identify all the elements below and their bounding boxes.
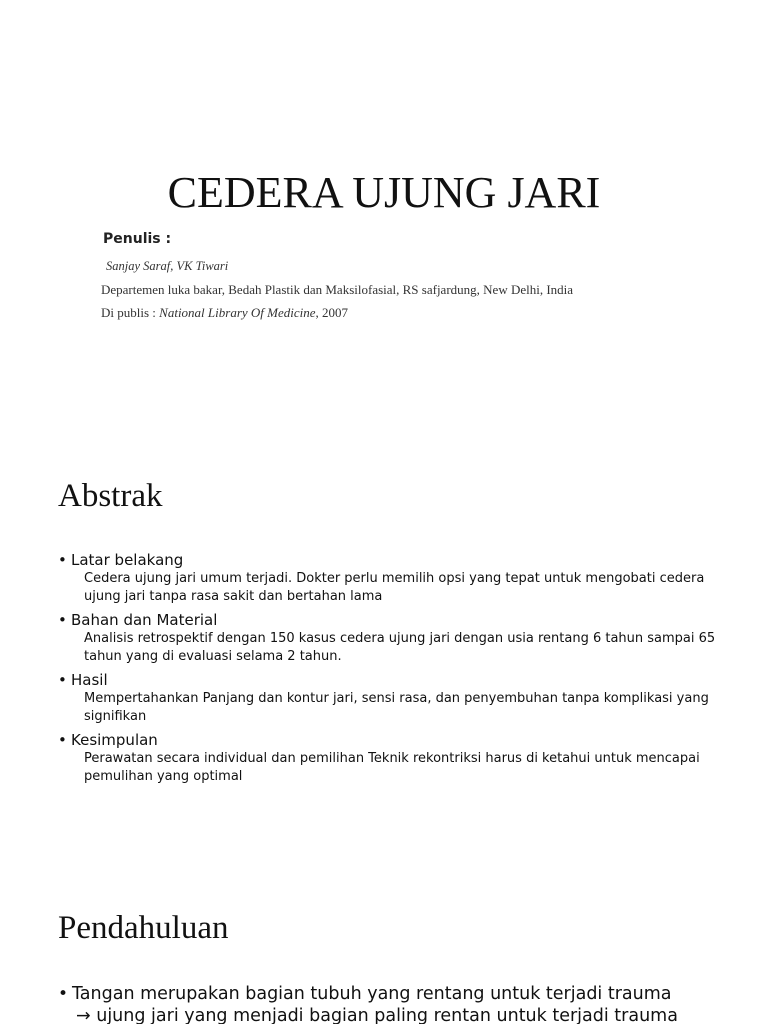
abstract-item-background — [58, 550, 718, 606]
intro-line-1: Tangan merupakan bagian tubuh yang rentang untuk terjadi trauma — [72, 984, 672, 1004]
author-names: Sanjay Saraf, VK Tiwari — [106, 259, 229, 273]
publication-year: , 2007 — [315, 305, 349, 320]
intro-slide — [0, 864, 768, 1024]
published-prefix: Di publis : — [101, 305, 160, 320]
intro-bullet — [58, 983, 718, 1005]
journal-name: National Library Of Medicine — [159, 305, 316, 320]
title-slide — [0, 0, 768, 432]
author-label: Penulis : — [103, 231, 172, 247]
main-title: CEDERA UJUNG JARI — [167, 168, 601, 217]
bullet-icon: • — [58, 671, 67, 689]
author-affiliation: Departemen luka bakar, Bedah Plastik dan Maksilofasial, RS safjardung, New Delhi, India — [101, 282, 574, 297]
abstract-item-body: Mempertahankan Panjang dan kontur jari, sensi rasa, dan penyembuhan tanpa komplikasi yang signifikan — [84, 691, 709, 724]
abstract-item-conclusion — [58, 730, 718, 786]
abstract-item-materials — [58, 610, 718, 666]
abstract-item-body: Analisis retrospektif dengan 150 kasus cedera ujung jari dengan usia rentang 6 tahun sampai 65 tahun yang di evaluasi selama 2 tahun. — [84, 631, 716, 664]
bullet-icon: • — [58, 551, 67, 569]
abstract-item-body: Perawatan secara individual dan pemilihan Teknik rekontriksi harus di ketahui untuk mencapai pemulihan yang optimal — [84, 751, 700, 784]
intro-title: Pendahuluan — [58, 910, 229, 946]
bullet-icon: • — [58, 611, 67, 629]
bullet-icon: • — [58, 731, 67, 749]
abstract-item-results — [58, 670, 718, 726]
abstract-item-heading: Hasil — [71, 671, 108, 689]
abstract-item-heading: Bahan dan Material — [71, 611, 218, 629]
intro-list — [58, 983, 718, 1024]
publication-info — [101, 305, 348, 321]
intro-line-2: → ujung jari yang menjadi bagian paling rentan untuk terjadi trauma — [76, 1006, 678, 1024]
abstract-list — [58, 550, 718, 790]
abstract-item-heading: Kesimpulan — [71, 731, 158, 749]
bullet-icon: • — [58, 984, 69, 1004]
abstract-item-heading: Latar belakang — [71, 551, 184, 569]
abstract-item-body: Cedera ujung jari umum terjadi. Dokter perlu memilih opsi yang tepat untuk mengobati cedera ujung jari tanpa rasa sakit dan bertahan lama — [84, 571, 705, 604]
abstract-slide — [0, 432, 768, 864]
abstract-title: Abstrak — [58, 478, 163, 514]
